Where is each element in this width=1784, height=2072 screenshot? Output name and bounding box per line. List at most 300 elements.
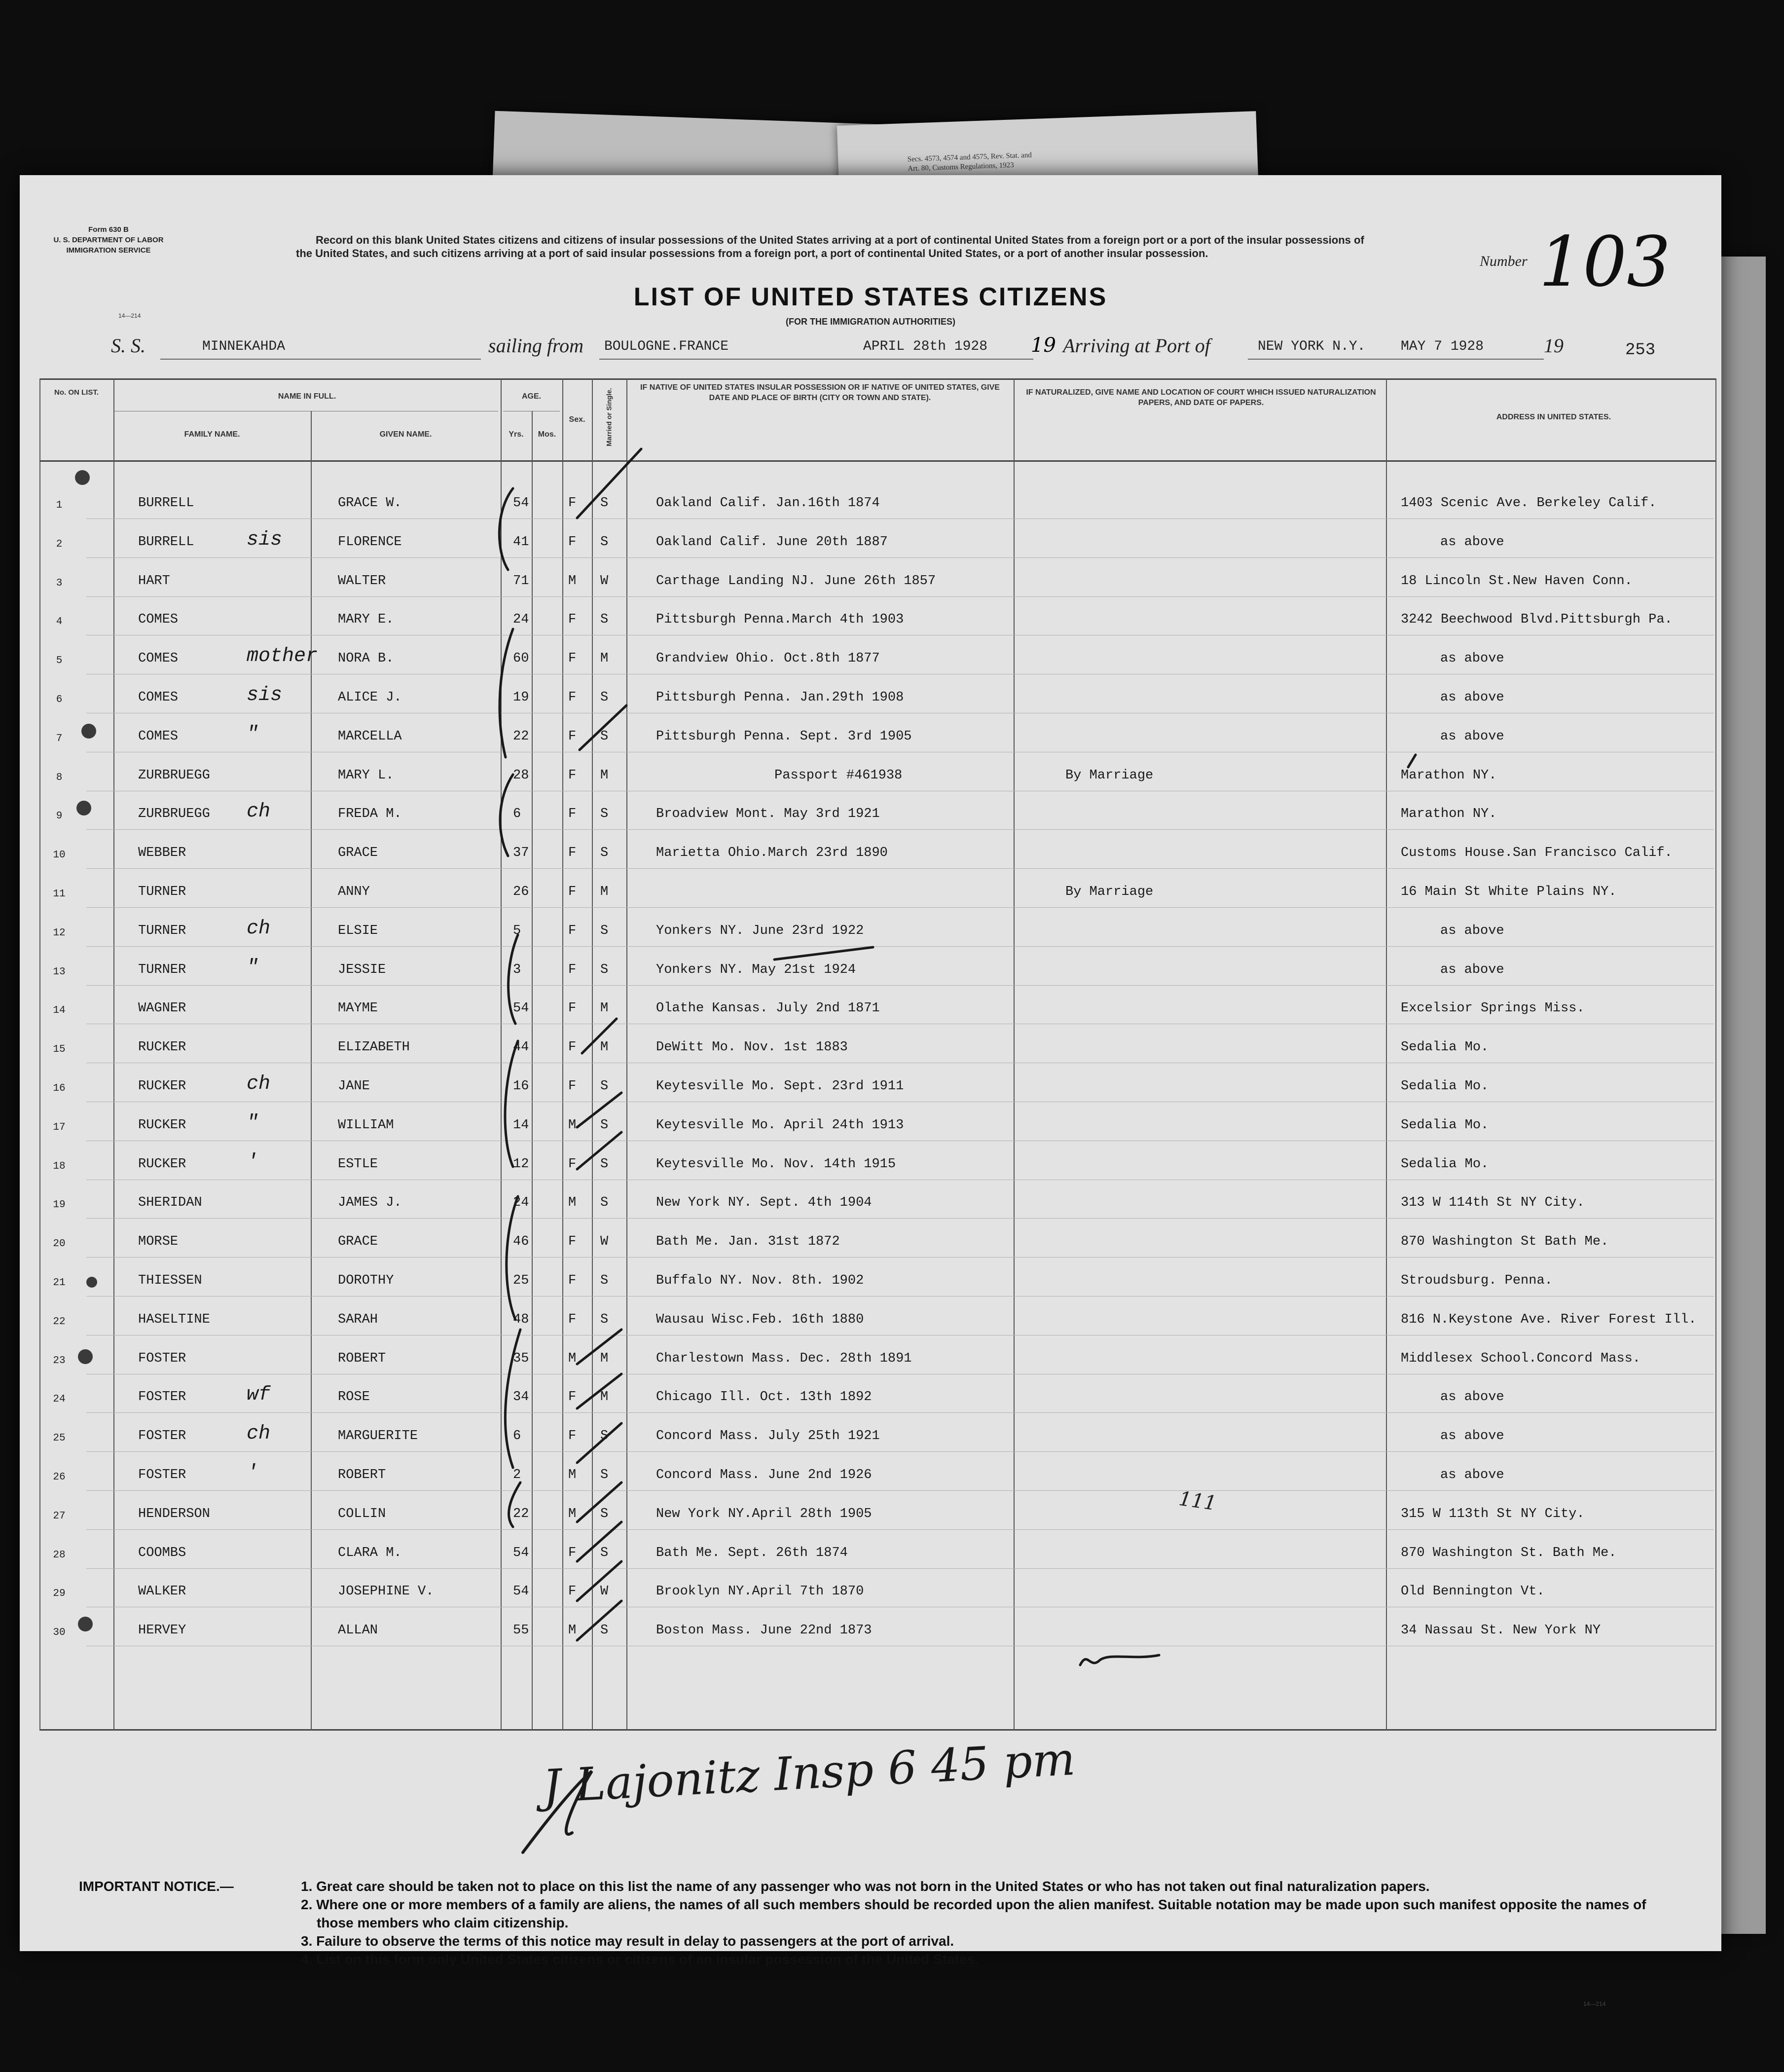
row-number: 18 <box>53 1160 66 1172</box>
arrival-port: NEW YORK N.Y. <box>1258 339 1366 354</box>
age-years: 48 <box>513 1312 529 1327</box>
family-name: RUCKER <box>138 1079 186 1094</box>
marital-status: S <box>600 1273 609 1288</box>
family-name: RUCKER <box>138 1156 186 1172</box>
given-name: MARY L. <box>338 768 394 783</box>
sex: F <box>568 1390 577 1405</box>
marital-status: S <box>600 1079 609 1094</box>
family-name: TURNER <box>138 923 186 938</box>
given-name: WALTER <box>338 573 386 589</box>
year-label: 19 <box>1544 334 1564 357</box>
birth-place-date: New York NY.April 28th 1905 <box>656 1506 872 1521</box>
sex: F <box>568 1545 577 1560</box>
age-years: 26 <box>513 885 529 899</box>
given-name: ANNY <box>338 885 370 899</box>
marital-status: S <box>600 962 609 977</box>
birth-place-date: Buffalo NY. Nov. 8th. 1902 <box>656 1273 864 1288</box>
given-name: NORA B. <box>338 651 394 666</box>
birth-place-date: Marietta Ohio.March 23rd 1890 <box>656 846 888 861</box>
given-name: ROSE <box>338 1390 370 1405</box>
sex: F <box>568 1273 577 1288</box>
given-name: MAYME <box>338 1001 378 1016</box>
ship-name: MINNEKAHDA <box>202 339 286 354</box>
age-years: 37 <box>513 846 529 861</box>
birth-place-date: Oakland Calif. Jan.16th 1874 <box>656 496 880 511</box>
age-years: 44 <box>513 1040 529 1055</box>
age-years: 5 <box>513 923 521 938</box>
marital-status: M <box>600 651 609 666</box>
marital-status: W <box>600 1234 609 1250</box>
row-number: 23 <box>53 1355 66 1367</box>
given-name: JANE <box>338 1079 370 1094</box>
marital-status: S <box>600 1506 609 1521</box>
address: 870 Washington St Bath Me. <box>1401 1234 1609 1250</box>
sex: F <box>568 962 577 977</box>
check-slash <box>577 1423 621 1463</box>
header-family-name: FAMILY NAME. <box>184 430 240 439</box>
family-name: FOSTER <box>138 1351 186 1366</box>
row-number: 6 <box>56 694 63 705</box>
family-name: TURNER <box>138 962 186 977</box>
birth-place-date: Oakland Calif. June 20th 1887 <box>656 534 888 550</box>
relation-note: sis <box>247 684 283 706</box>
number-label: Number <box>1480 253 1528 269</box>
address: as above <box>1440 1429 1504 1444</box>
sex: F <box>568 651 577 666</box>
given-name: DOROTHY <box>338 1273 394 1288</box>
sex: F <box>568 534 577 550</box>
sex: M <box>568 1117 577 1133</box>
given-name: COLLIN <box>338 1506 386 1521</box>
birth-place-date: Bath Me. Sept. 26th 1874 <box>656 1545 848 1560</box>
family-name: SHERIDAN <box>138 1195 202 1211</box>
sex: F <box>568 768 577 783</box>
marital-status: S <box>600 1117 609 1133</box>
given-name: ALICE J. <box>338 690 402 705</box>
address: Sedalia Mo. <box>1401 1040 1489 1055</box>
age-tick-mark <box>500 775 513 856</box>
given-name: ROBERT <box>338 1351 386 1366</box>
relation-note: mother <box>247 645 318 668</box>
footer-code: 14—214 <box>1583 2000 1606 2007</box>
given-name: ELIZABETH <box>338 1040 410 1055</box>
header-sex: Sex. <box>569 415 585 424</box>
row-number: 8 <box>56 772 63 783</box>
relation-note: ch <box>247 1073 271 1095</box>
marital-status: S <box>600 496 609 511</box>
pen-mark <box>1408 755 1416 767</box>
marital-status: W <box>600 573 609 589</box>
age-years: 6 <box>513 1429 521 1444</box>
marital-status: M <box>600 1351 609 1366</box>
age-years: 46 <box>513 1234 529 1250</box>
family-name: TURNER <box>138 885 186 899</box>
row-number: 26 <box>53 1472 66 1483</box>
header-name-in-full: NAME IN FULL. <box>278 392 336 401</box>
relation-note: " <box>247 956 259 979</box>
age-years: 22 <box>513 729 529 744</box>
depart-date: APRIL 28th 1928 <box>863 339 988 354</box>
marital-status: S <box>600 1545 609 1560</box>
row-number: 13 <box>53 966 66 978</box>
age-years: 28 <box>513 768 529 783</box>
given-name: ELSIE <box>338 923 378 938</box>
given-name: MARY E. <box>338 612 394 628</box>
check-slash <box>577 1093 621 1127</box>
marital-status: S <box>600 807 609 822</box>
family-name: BURRELL <box>138 496 194 511</box>
family-name: WALKER <box>138 1584 186 1599</box>
row-number: 3 <box>56 577 63 589</box>
row-number: 20 <box>53 1238 66 1250</box>
notice-item: 3. Failure to observe the terms of this notice may result in delay to passengers at the port of arrival. <box>301 1933 954 1949</box>
arriving-label: Arriving at Port of <box>1063 334 1210 357</box>
address: as above <box>1440 923 1504 938</box>
sex: F <box>568 1429 577 1444</box>
given-name: CLARA M. <box>338 1545 402 1560</box>
check-slash <box>577 1561 621 1601</box>
birth-place-date: Olathe Kansas. July 2nd 1871 <box>656 1001 880 1016</box>
marital-status: S <box>600 1468 609 1482</box>
address: 34 Nassau St. New York NY <box>1401 1623 1601 1638</box>
sex: F <box>568 1001 577 1016</box>
address: as above <box>1440 1468 1504 1482</box>
family-name: RUCKER <box>138 1117 186 1133</box>
row-number: 5 <box>56 655 63 667</box>
marital-status: S <box>600 1623 609 1638</box>
sex: F <box>568 1234 577 1250</box>
marital-status: S <box>600 729 609 744</box>
address: Middlesex School.Concord Mass. <box>1401 1351 1641 1366</box>
age-years: 25 <box>513 1273 529 1288</box>
row-number: 27 <box>53 1510 66 1522</box>
given-name: JAMES J. <box>338 1195 402 1211</box>
family-name: HART <box>138 573 170 589</box>
row-number: 14 <box>53 1005 66 1017</box>
address: as above <box>1440 1390 1504 1405</box>
header-line-no: No. ON LIST. <box>54 388 99 397</box>
form-code: 14—214 <box>118 312 141 319</box>
header-birth: IF NATIVE OF UNITED STATES INSULAR POSSESSION OR IF NATIVE OF UNITED STATES, GIVE DATE AND PLACE OF BIRTH (CITY OR TOWN AND STATE). <box>640 383 1000 402</box>
relation-note: sis <box>247 528 283 551</box>
sex: F <box>568 1312 577 1327</box>
address: 315 W 113th St NY City. <box>1401 1506 1585 1521</box>
birth-place-date: Passport #461938 <box>774 768 903 783</box>
marital-status: M <box>600 1001 609 1016</box>
birth-place-date: Yonkers NY. June 23rd 1922 <box>656 923 864 938</box>
address: Sedalia Mo. <box>1401 1117 1489 1133</box>
notice-item: 1. Great care should be taken not to place on this list the name of any passenger who was not born in the United States or who has not taken out final naturalization papers. <box>301 1879 1430 1894</box>
birth-place-date: Concord Mass. June 2nd 1926 <box>656 1468 872 1482</box>
page-subtitle: (FOR THE IMMIGRATION AUTHORITIES) <box>786 317 955 327</box>
list-number: 103 <box>1539 222 1671 302</box>
marital-status: S <box>600 1195 609 1211</box>
family-name: FOSTER <box>138 1390 186 1405</box>
check-slash <box>577 1330 621 1364</box>
sex: M <box>568 1623 577 1638</box>
address: 313 W 114th St NY City. <box>1401 1195 1585 1211</box>
age-years: 54 <box>513 1001 529 1016</box>
row-number: 10 <box>53 850 66 861</box>
family-name: HERVEY <box>138 1623 186 1638</box>
header-given-name: GIVEN NAME. <box>379 430 432 439</box>
birth-place-date: Broadview Mont. May 3rd 1921 <box>656 807 880 822</box>
sex: F <box>568 846 577 861</box>
marital-status: S <box>600 923 609 938</box>
age-years: 54 <box>513 1584 529 1599</box>
sex: M <box>568 1506 577 1521</box>
header-address: ADDRESS IN UNITED STATES. <box>1496 413 1611 421</box>
row-number: 19 <box>53 1199 66 1211</box>
relation-note: ch <box>247 1423 271 1445</box>
age-tick-mark <box>505 1041 518 1167</box>
handwritten-marks <box>20 175 1721 1951</box>
notice-list <box>301 1877 1682 1968</box>
address: 1403 Scenic Ave. Berkeley Calif. <box>1401 496 1657 511</box>
given-name: SARAH <box>338 1312 378 1327</box>
manifest-sheet <box>20 175 1721 2007</box>
relation-note: " <box>247 1111 259 1134</box>
check-slash <box>577 1601 621 1640</box>
age-years: 24 <box>513 1195 529 1211</box>
family-name: FOSTER <box>138 1429 186 1444</box>
age-years: 71 <box>513 573 529 589</box>
sex: F <box>568 496 577 511</box>
sex: F <box>568 1156 577 1172</box>
birth-place-date: Grandview Ohio. Oct.8th 1877 <box>656 651 880 666</box>
check-slash <box>577 1522 621 1561</box>
family-name: HENDERSON <box>138 1506 210 1521</box>
address: Customs House.San Francisco Calif. <box>1401 846 1673 861</box>
address: 3242 Beechwood Blvd.Pittsburgh Pa. <box>1401 612 1673 628</box>
relation-note: ch <box>247 801 271 823</box>
marital-status: S <box>600 1312 609 1327</box>
given-name: ROBERT <box>338 1468 386 1482</box>
given-name: ALLAN <box>338 1623 378 1638</box>
relation-note: wf <box>247 1384 271 1406</box>
birth-place-date: Concord Mass. July 25th 1921 <box>656 1429 880 1444</box>
header-age: AGE. <box>521 392 542 401</box>
header-naturalized: IF NATURALIZED, GIVE NAME AND LOCATION OF COURT WHICH ISSUED NATURALIZATION PAPERS, AND DATE OF PAPERS. <box>1026 388 1376 407</box>
sex: M <box>568 1351 577 1366</box>
sex: F <box>568 612 577 628</box>
age-tick-mark <box>505 1330 520 1468</box>
given-name: JOSEPHINE V. <box>338 1584 434 1599</box>
row-number: 2 <box>56 538 63 550</box>
age-years: 41 <box>513 534 529 550</box>
family-name: BURRELL <box>138 534 194 550</box>
sex: F <box>568 923 577 938</box>
family-name: FOSTER <box>138 1468 186 1482</box>
family-name: ZURBRUEGG <box>138 768 210 783</box>
arrival-date: MAY 7 1928 <box>1401 339 1484 354</box>
check-slash <box>582 1019 617 1053</box>
family-name: THIESSEN <box>138 1273 202 1288</box>
address: 18 Lincoln St.New Haven Conn. <box>1401 573 1633 589</box>
birth-place-date: Pittsburgh Penna. Sept. 3rd 1905 <box>656 729 912 744</box>
relation-note: ' <box>247 1150 259 1173</box>
sex: F <box>568 807 577 822</box>
age-tick-mark <box>500 629 513 757</box>
age-tick-mark <box>507 1196 518 1320</box>
family-name: HASELTINE <box>138 1312 210 1327</box>
age-tick-mark <box>509 1482 520 1527</box>
marital-status: S <box>600 1429 609 1444</box>
address: Sedalia Mo. <box>1401 1079 1489 1094</box>
given-name: GRACE <box>338 846 378 861</box>
sailing-label: sailing from <box>488 334 583 357</box>
address: Marathon NY. <box>1401 768 1497 783</box>
family-name: COOMBS <box>138 1545 186 1560</box>
check-slash <box>577 1482 621 1522</box>
check-slash <box>580 705 626 750</box>
row-number: 30 <box>53 1627 66 1639</box>
header-yrs: Yrs. <box>509 430 524 439</box>
birth-place-date: Wausau Wisc.Feb. 16th 1880 <box>656 1312 864 1327</box>
notice-heading: IMPORTANT NOTICE.— <box>79 1879 234 1894</box>
family-name: MORSE <box>138 1234 179 1250</box>
center-mark: 111 <box>1177 1487 1218 1516</box>
age-tick-mark <box>499 488 513 570</box>
family-name: WAGNER <box>138 1001 186 1016</box>
sex: F <box>568 1584 577 1599</box>
year-mark: 19 <box>1031 334 1056 357</box>
address: 816 N.Keystone Ave. River Forest Ill. <box>1401 1312 1697 1327</box>
birth-place-date: Charlestown Mass. Dec. 28th 1891 <box>656 1351 912 1366</box>
address: 16 Main St White Plains NY. <box>1401 885 1617 899</box>
naturalization: By Marriage <box>1065 768 1154 783</box>
sex: M <box>568 1468 577 1482</box>
family-name: ZURBRUEGG <box>138 807 210 822</box>
birth-place-date: DeWitt Mo. Nov. 1st 1883 <box>656 1040 848 1055</box>
birth-place-date: Keytesville Mo. Sept. 23rd 1911 <box>656 1079 904 1094</box>
marital-status: S <box>600 846 609 861</box>
check-slash <box>577 1374 621 1408</box>
check-slash <box>577 1132 621 1169</box>
sex: M <box>568 573 577 589</box>
family-name: COMES <box>138 729 179 744</box>
age-years: 55 <box>513 1623 529 1638</box>
relation-note: " <box>247 723 259 745</box>
age-years: 54 <box>513 1545 529 1560</box>
address: as above <box>1440 729 1504 744</box>
header-married-single: Married or Single. <box>605 388 613 446</box>
age-years: 12 <box>513 1156 529 1172</box>
address: as above <box>1440 962 1504 977</box>
age-years: 16 <box>513 1079 529 1094</box>
address: 870 Washington St. Bath Me. <box>1401 1545 1617 1560</box>
intro-text: Record on this blank United States citizens and citizens of insular possessions of the United States arriving at a port of continental United States from a foreign port or a port of the insular possessions of the United States, and such citizens arriving at a port of said insular possessions from a foreign port, a port of continental United States, or a port of another insular possession. <box>296 234 1364 259</box>
marital-status: S <box>600 1156 609 1172</box>
check-slash <box>577 449 641 518</box>
row-number: 24 <box>53 1394 66 1406</box>
birth-place-date: Keytesville Mo. April 24th 1913 <box>656 1117 904 1133</box>
row-number: 25 <box>53 1433 66 1444</box>
address: Stroudsburg. Penna. <box>1401 1273 1553 1288</box>
given-name: WILLIAM <box>338 1117 394 1133</box>
marital-status: M <box>600 1390 609 1405</box>
age-years: 19 <box>513 690 529 705</box>
age-years: 6 <box>513 807 521 822</box>
birth-place-date: Pittsburgh Penna. Jan.29th 1908 <box>656 690 904 705</box>
birth-place-date: Brooklyn NY.April 7th 1870 <box>656 1584 864 1599</box>
row-number: 15 <box>53 1044 66 1056</box>
age-years: 24 <box>513 612 529 628</box>
sex: F <box>568 1079 577 1094</box>
pen-squiggle <box>1080 1655 1159 1665</box>
given-name: ESTLE <box>338 1156 378 1172</box>
relation-note: ' <box>247 1462 259 1484</box>
marital-status: S <box>600 534 609 550</box>
row-number: 7 <box>56 733 63 744</box>
row-number: 9 <box>56 811 63 822</box>
statute-reference: Secs. 4573, 4574 and 4575, Rev. Stat. and Art. 80, Customs Regulations, 1923 <box>907 151 1032 173</box>
birth-place-date: Pittsburgh Penna.March 4th 1903 <box>656 612 904 628</box>
given-name: JESSIE <box>338 962 386 977</box>
age-years: 3 <box>513 962 521 977</box>
sex: F <box>568 885 577 899</box>
row-number: 4 <box>56 616 63 628</box>
age-years: 34 <box>513 1390 529 1405</box>
family-name: COMES <box>138 651 179 666</box>
address: as above <box>1440 534 1504 550</box>
marital-status: S <box>600 612 609 628</box>
address: as above <box>1440 651 1504 666</box>
age-tick-mark <box>509 935 518 1024</box>
from-port: BOULOGNE.FRANCE <box>604 339 729 354</box>
ss-label: S. S. <box>111 334 146 357</box>
birth-place-date: Carthage Landing NJ. June 26th 1857 <box>656 573 936 589</box>
address: Excelsior Springs Miss. <box>1401 1001 1585 1016</box>
inspector-signature: J Lajonitz Insp 6 45 pm <box>541 1732 1077 1813</box>
birth-place-date: Bath Me. Jan. 31st 1872 <box>656 1234 840 1250</box>
marital-status: W <box>600 1584 609 1599</box>
row-number: 21 <box>53 1277 66 1289</box>
row-number: 22 <box>53 1316 66 1328</box>
given-name: GRACE <box>338 1234 378 1250</box>
marital-status: M <box>600 885 609 899</box>
age-years: 14 <box>513 1117 529 1133</box>
sex: F <box>568 1040 577 1055</box>
marital-status: S <box>600 690 609 705</box>
row-number: 28 <box>53 1549 66 1561</box>
sex: M <box>568 1195 577 1211</box>
birth-place-date: Boston Mass. June 22nd 1873 <box>656 1623 872 1638</box>
page-number: 253 <box>1625 341 1656 360</box>
family-name: WEBBER <box>138 846 186 861</box>
notice-item: 4. List on this form only United States citizens or citizens of an insular possession of the United States. <box>301 1952 979 1967</box>
form-id: Form 630 B U. S. DEPARTMENT OF LABOR IMMIGRATION SERVICE <box>53 225 164 255</box>
sex: F <box>568 690 577 705</box>
passport-stroke <box>774 947 873 960</box>
given-name: GRACE W. <box>338 496 402 511</box>
marital-status: M <box>600 1040 609 1055</box>
header-mos: Mos. <box>538 430 556 439</box>
sex: F <box>568 729 577 744</box>
family-name: RUCKER <box>138 1040 186 1055</box>
age-years: 2 <box>513 1468 521 1482</box>
family-name: COMES <box>138 690 179 705</box>
address: Marathon NY. <box>1401 807 1497 822</box>
birth-place-date: Chicago Ill. Oct. 13th 1892 <box>656 1390 872 1405</box>
address: as above <box>1440 690 1504 705</box>
age-years: 54 <box>513 496 529 511</box>
address: Old Bennington Vt. <box>1401 1584 1545 1599</box>
row-number: 11 <box>53 888 66 900</box>
given-name: FLORENCE <box>338 534 402 550</box>
birth-place-date: New York NY. Sept. 4th 1904 <box>656 1195 872 1211</box>
birth-place-date: Yonkers NY. May 21st 1924 <box>656 962 856 977</box>
